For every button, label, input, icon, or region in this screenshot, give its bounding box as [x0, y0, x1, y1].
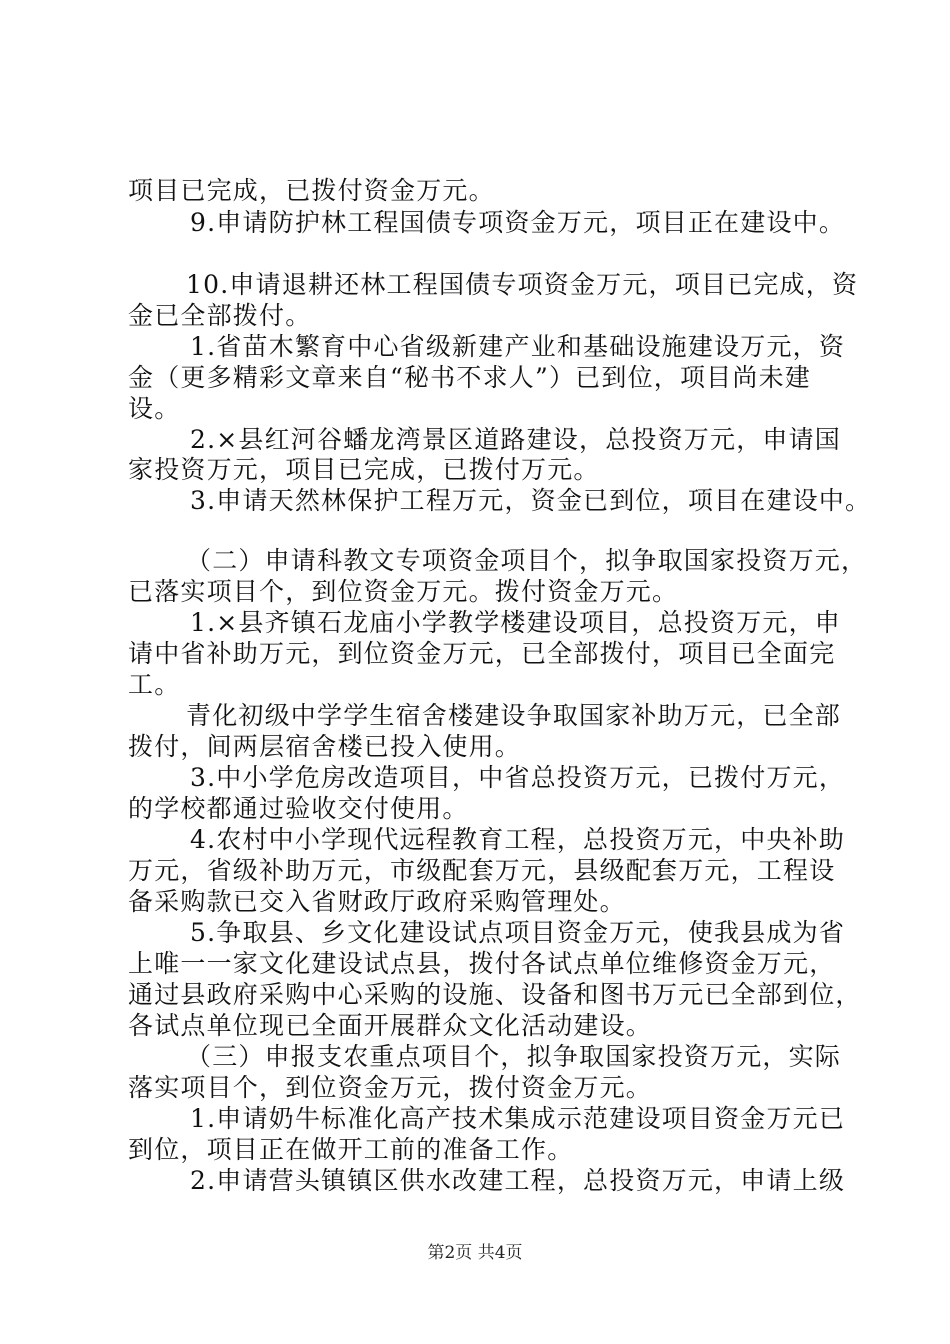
text-line: 家投资万元，项目已完成，已拨付万元。	[128, 455, 600, 484]
text-line: 1.省苗木繁育中心省级新建产业和基础设施建设万元，资	[190, 332, 846, 361]
text-line: 落实项目个，到位资金万元，拨付资金万元。	[128, 1073, 653, 1102]
text-line: （二）申请科教文专项资金项目个，拟争取国家投资万元，	[186, 546, 868, 575]
text-line: 1.×县齐镇石龙庙小学教学楼建设项目，总投资万元，申	[190, 608, 842, 637]
text-line: 备采购款已交入省财政厅政府采购管理处。	[128, 887, 626, 916]
text-line: 各试点单位现已全面开展群众文化活动建设。	[128, 1011, 653, 1040]
text-line: 上唯一一家文化建设试点县，拨付各试点单位维修资金万元，	[128, 949, 836, 978]
text-line: 设。	[128, 394, 181, 423]
text-line: 9.申请防护林工程国债专项资金万元，项目正在建设中。	[190, 208, 846, 237]
text-line: 4.农村中小学现代远程教育工程，总投资万元，中央补助	[190, 825, 846, 854]
text-line: 2.×县红河谷蟠龙湾景区道路建设，总投资万元，申请国	[190, 425, 842, 454]
text-line: 工。	[128, 670, 181, 699]
text-line: 万元，省级补助万元，市级配套万元，县级配套万元，工程设	[128, 856, 836, 885]
text-line: 拨付，间两层宿舍楼已投入使用。	[128, 732, 522, 761]
text-line: 项目已完成，已拨付资金万元。	[128, 176, 495, 205]
text-line: 2.申请营头镇镇区供水改建工程，总投资万元，申请上级	[190, 1166, 846, 1195]
text-line: 已落实项目个，到位资金万元。拨付资金万元。	[128, 577, 679, 606]
text-line: 青化初级中学学生宿舍楼建设争取国家补助万元，已全部	[186, 701, 842, 730]
text-line: 3.申请天然林保护工程万元，资金已到位，项目在建设中。	[190, 486, 872, 515]
text-line: 的学校都通过验收交付使用。	[128, 794, 469, 823]
text-line: 10.申请退耕还林工程国债专项资金万元，项目已完成，资	[186, 270, 859, 299]
text-line: 3.中小学危房改造项目，中省总投资万元，已拨付万元，	[190, 763, 846, 792]
page-footer: 第2页 共4页	[427, 1243, 523, 1263]
text-line: （三）申报支农重点项目个，拟争取国家投资万元，实际	[186, 1042, 842, 1071]
text-line: 金（更多精彩文章来自“秘书不求人”）已到位，项目尚未建	[128, 363, 811, 392]
text-line: 金已全部拨付。	[128, 301, 312, 330]
text-line: 1.申请奶牛标准化高产技术集成示范建设项目资金万元已	[190, 1104, 846, 1133]
text-line: 通过县政府采购中心采购的设施、设备和图书万元已全部到位，	[128, 980, 862, 1009]
text-line: 请中省补助万元，到位资金万元，已全部拨付，项目已全面完	[128, 639, 836, 668]
text-line: 5.争取县、乡文化建设试点项目资金万元，使我县成为省	[190, 918, 846, 947]
text-line: 到位，项目正在做开工前的准备工作。	[128, 1135, 574, 1164]
